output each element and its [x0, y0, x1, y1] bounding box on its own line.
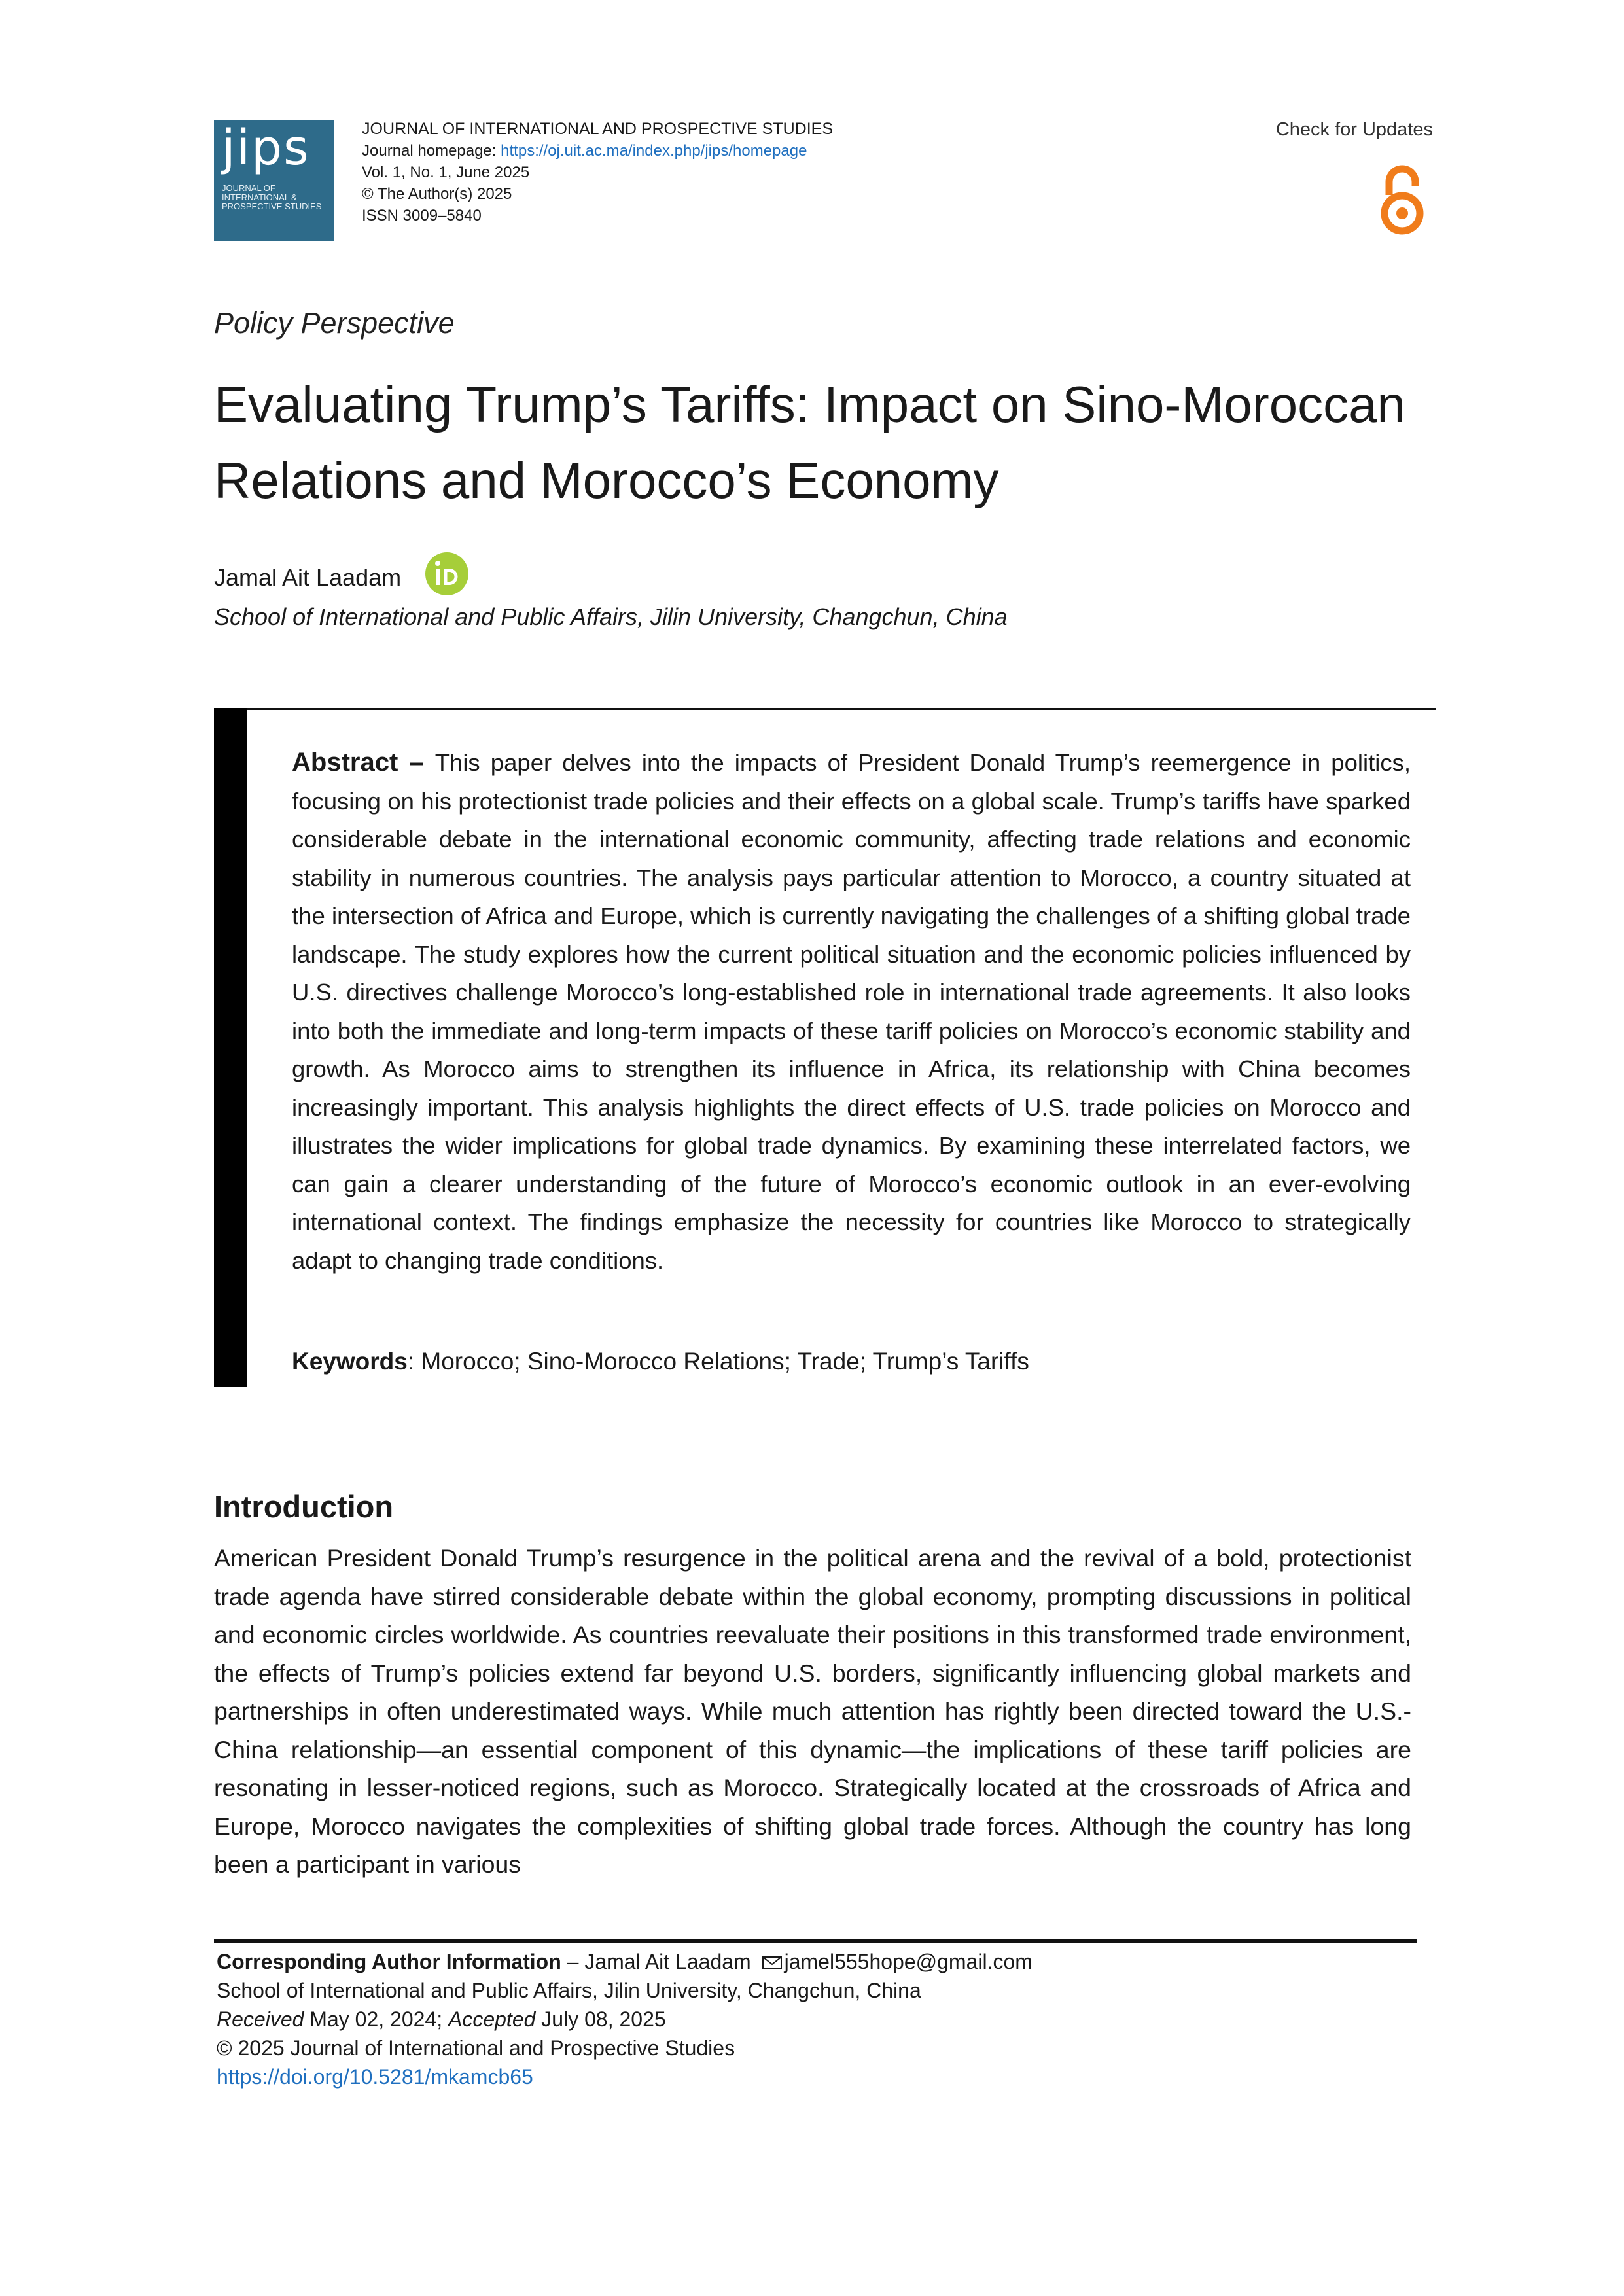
footer-rule	[214, 1939, 1417, 1943]
orcid-icon[interactable]	[425, 552, 469, 596]
volume-info: Vol. 1, No. 1, June 2025	[362, 164, 530, 181]
author-email[interactable]: jamel555hope@gmail.com	[784, 1950, 1033, 1973]
journal-name: JOURNAL OF INTERNATIONAL AND PROSPECTIVE STUDIES	[362, 120, 834, 138]
keywords-label: Keywords	[292, 1348, 408, 1375]
article-title: Evaluating Trump’s Tariffs: Impact on Sino-Moroccan Relations and Morocco’s Economy	[214, 376, 1405, 509]
logo-wordmark: jips	[222, 120, 310, 176]
envelope-icon	[762, 1956, 782, 1969]
logo-subtitle: JOURNAL OF INTERNATIONAL & PROSPECTIVE STUDIES	[222, 183, 322, 211]
abstract-body: This paper delves into the impacts of President Donald Trump’s reemergence in politics, focusing on his protectionist trade policies and their effects on a global scale. Trump’s tariffs have sparked considerable debate in the international economic community, affecting trade relations and economic stability in numerous countries. The analysis pays particular attention to Morocco, a country situated at the intersection of Africa and Europe, which is currently navigating the challenges of a shifting global trade landscape. The study explores how the current political situation and the economic policies influenced by U.S. directives challenge Morocco’s long-established role in international trade agreements. It also looks into both the immediate and long-term impacts of these tariff policies on Morocco’s economic stability and growth. As Morocco aims to strengthen its influence in Africa, its relationship with China becomes increasingly important. This analysis highlights the direct effects of U.S. trade policies on Morocco and illustrates the wider implications for global trade dynamics. By examining these interrelated factors, we can gain a clearer understanding of the future of Morocco’s economic outlook in an ever-evolving international context. The findings emphasize the necessity for countries like Morocco to strategically adapt to changing trade conditions.	[292, 749, 1411, 1274]
open-access-lock-icon[interactable]	[1379, 164, 1425, 237]
abstract	[292, 743, 1411, 1280]
corresponding-author-block	[217, 1947, 1414, 2091]
dates-line	[217, 2005, 1414, 2034]
doi-link[interactable]: https://doi.org/10.5281/mkamcb65	[217, 2065, 533, 2089]
corresponding-author-line	[217, 1947, 1414, 1976]
corresponding-author-name: – Jamal Ait Laadam	[561, 1950, 757, 1973]
abstract-label: Abstract –	[292, 748, 435, 777]
introduction-paragraph: American President Donald Trump’s resurgence in the political arena and the revival of a bold, protectionist trade agenda have stirred considerable debate within the global economy, prompting discussions in political and economic circles worldwide. As countries reevaluate their positions in this transformed trade environment, the effects of Trump’s policies extend far beyond U.S. borders, significantly influencing global markets and partnerships in often underestimated ways. While much attention has rightly been directed toward the U.S.-China relationship—an essential component of this dynamic—the implications of these tariff policies are resonating in lesser-noticed regions, such as Morocco. Strategically located at the crossroads of Africa and Europe, Morocco navigates the complexities of shifting global trade forces. Although the country has long been a participant in various	[214, 1544, 1411, 1878]
abstract-side-bar	[214, 708, 247, 1387]
homepage-link[interactable]: https://oj.uit.ac.ma/index.php/jips/homepage	[501, 142, 807, 160]
received-label: Received	[217, 2007, 304, 2031]
received-date: May 02, 2024;	[304, 2007, 448, 2031]
journal-logo	[214, 120, 334, 241]
article-type: Policy Perspective	[214, 306, 455, 340]
corresponding-author-label: Corresponding Author Information	[217, 1950, 561, 1973]
keywords-list: : Morocco; Sino-Morocco Relations; Trade; Trump’s Tariffs	[407, 1348, 1029, 1375]
footer-affiliation: School of International and Public Affairs, Jilin University, Changchun, China	[217, 1979, 921, 2002]
author-name[interactable]: Jamal Ait Laadam	[214, 564, 402, 591]
copyright-info: © The Author(s) 2025	[362, 185, 512, 203]
author-affiliation: School of International and Public Affairs, Jilin University, Changchun, China	[214, 603, 1008, 630]
journal-homepage-line	[362, 140, 1016, 162]
abstract-top-rule	[214, 708, 1436, 710]
keywords	[292, 1348, 1411, 1375]
homepage-label: Journal homepage:	[362, 142, 501, 160]
issn-info: ISSN 3009–5840	[362, 207, 482, 224]
introduction-heading: Introduction	[214, 1489, 394, 1524]
accepted-label: Accepted	[448, 2007, 536, 2031]
check-for-updates-link[interactable]: Check for Updates	[1275, 119, 1433, 140]
footer-copyright: © 2025 Journal of International and Prospective Studies	[217, 2036, 735, 2060]
journal-meta	[362, 118, 1016, 226]
accepted-date: July 08, 2025	[535, 2007, 666, 2031]
